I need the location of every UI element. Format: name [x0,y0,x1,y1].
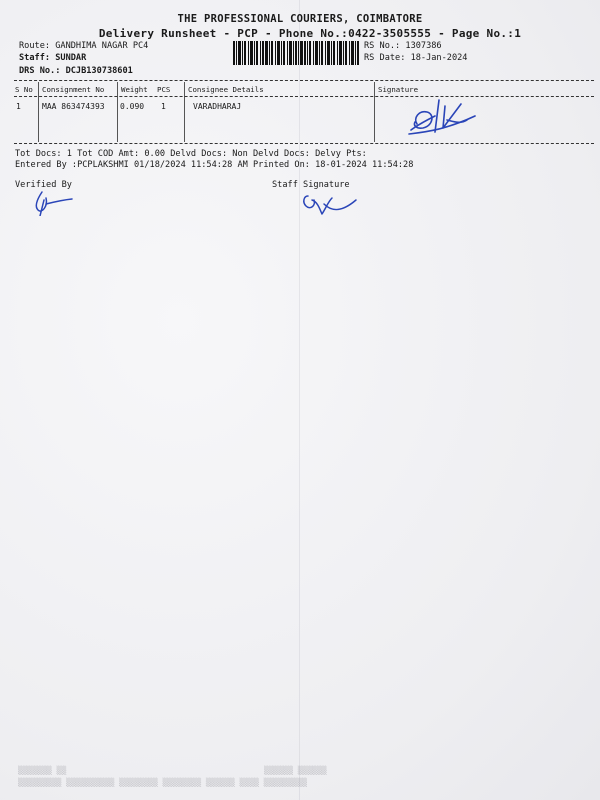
col-divider [38,82,39,142]
rs-date: RS Date: 18-Jan-2024 [364,53,468,63]
col-header-consignment: Consignment No [42,85,105,94]
drs-number: DRS No.: DCJB130738601 [19,66,133,76]
staff-signature [298,192,362,218]
verified-by-label: Verified By [15,180,72,190]
verifier-signature [28,190,78,216]
col-header-pcs: PCS [157,85,171,94]
row-consignee: VARADHARAJ [193,102,242,111]
col-divider [184,82,185,142]
table-top-rule [14,80,594,81]
page-fold [299,0,300,800]
totals-line: Tot Docs: 1 Tot COD Amt: 0.00 Delvd Docs: Non Delvd Docs: Delvy Pts: [15,149,367,159]
staff-label: Staff: SUNDAR [19,53,87,63]
header-rule [14,96,594,97]
col-header-sno: S No [15,85,33,94]
col-header-weight: Weight [121,85,148,94]
entered-printed-line: Entered By :PCPLAKSHMI 01/18/2024 11:54:28 AM Printed On: 18-01-2024 11:54:28 [15,160,414,170]
rs-number: RS No.: 1307386 [364,41,442,51]
barcode [233,41,359,65]
row-consignment-no: MAA 863474393 [42,102,105,111]
col-divider [117,82,118,142]
runsheet-subtitle: Delivery Runsheet - PCP - Phone No.:0422-3505555 - Page No.:1 [98,27,522,40]
show-through-text: ▒▒▒▒▒▒▒▒▒ ▒▒▒▒▒▒▒▒▒▒ ▒▒▒▒▒▒▒▒ ▒▒▒▒▒▒▒▒ ▒▒▒▒▒▒ ▒▒▒▒ ▒▒▒▒▒▒▒▒▒ [18,778,307,787]
row-weight: 0.090 [120,102,145,111]
consignee-signature [405,94,485,140]
row-pcs: 1 [161,102,166,111]
company-title: THE PROFESSIONAL COURIERS, COIMBATORE [177,13,423,25]
show-through-text: ▒▒▒▒▒▒ ▒▒▒▒▒▒ [264,766,327,775]
table-bottom-rule [14,143,594,144]
col-header-consignee: Consignee Details [188,85,264,94]
staff-signature-label: Staff Signature [272,180,350,190]
route-label: Route: GANDHIMA NAGAR PC4 [19,41,149,51]
show-through-text: ▒▒▒▒▒▒▒ ▒▒ [18,766,67,775]
col-divider [374,82,375,142]
col-header-signature: Signature [378,85,419,94]
row-sno: 1 [16,102,21,111]
